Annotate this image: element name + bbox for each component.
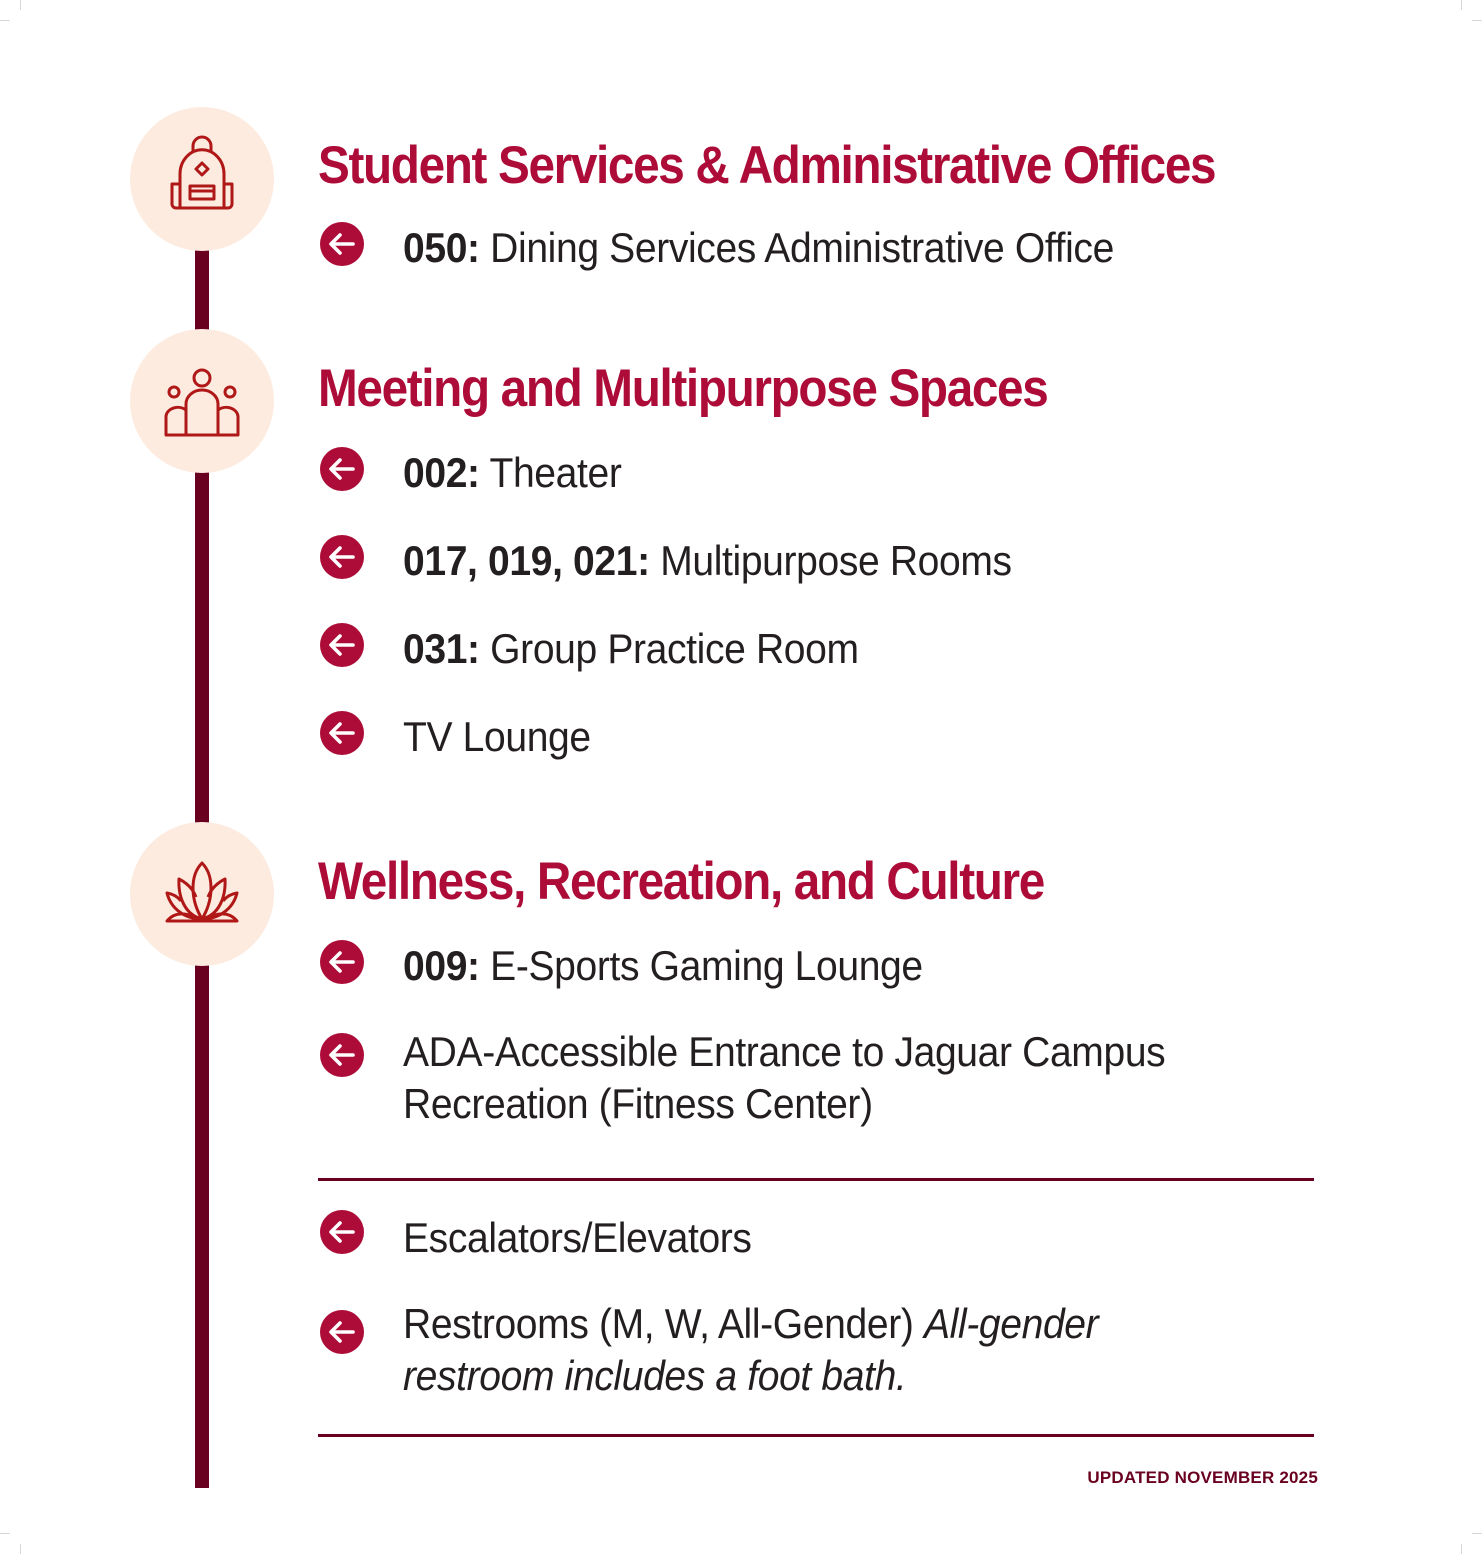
list-item-text — [403, 940, 1268, 992]
room-name: Theater — [479, 449, 622, 496]
list-item-text — [403, 222, 1268, 274]
arrow-left-icon — [320, 711, 364, 755]
crop-mark — [1472, 20, 1482, 21]
arrow-left-icon — [320, 1210, 364, 1254]
timeline-bar — [195, 964, 209, 1488]
room-name: ADA-Accessible Entrance to Jaguar Campus Recreation (Fitness Center) — [403, 1028, 1166, 1127]
room-name: Dining Services Administrative Office — [479, 224, 1114, 271]
arrow-left-icon — [320, 222, 364, 266]
crop-mark — [20, 1544, 21, 1554]
room-name: TV Lounge — [403, 713, 591, 760]
amenity-name: Restrooms (M, W, All-Gender) — [403, 1300, 924, 1347]
section-divider — [318, 1434, 1314, 1437]
list-item-text — [403, 447, 1268, 499]
timeline-bar — [195, 472, 209, 824]
list-item-text — [403, 623, 1268, 675]
arrow-left-icon — [320, 623, 364, 667]
updated-date: UPDATED NOVEMBER 2025 — [1087, 1468, 1318, 1487]
arrow-left-icon — [320, 447, 364, 491]
room-code: 050: — [403, 224, 480, 271]
list-item-text — [403, 535, 1268, 587]
list-item-text — [403, 1212, 1268, 1264]
room-name: Multipurpose Rooms — [649, 537, 1012, 584]
room-code: 002: — [403, 449, 480, 496]
crop-mark — [1461, 1544, 1462, 1554]
crop-mark — [0, 1533, 10, 1534]
section-divider — [318, 1178, 1314, 1181]
room-code: 009: — [403, 942, 480, 989]
section-icon-circle — [130, 822, 274, 966]
crop-mark — [20, 0, 21, 10]
lotus-icon — [157, 849, 247, 939]
room-name: Group Practice Room — [479, 625, 859, 672]
crop-mark — [1472, 1533, 1482, 1534]
room-code: 031: — [403, 625, 480, 672]
people-group-icon — [157, 356, 247, 446]
section-heading: Meeting and Multipurpose Spaces — [318, 359, 1048, 418]
amenity-note: All-gender restroom includes a foot bath. — [403, 1300, 1099, 1399]
arrow-left-icon — [320, 1310, 364, 1354]
timeline-bar — [195, 250, 209, 330]
room-name: E-Sports Gaming Lounge — [479, 942, 923, 989]
section-icon-circle — [130, 329, 274, 473]
amenity-name: Escalators/Elevators — [403, 1214, 752, 1261]
arrow-left-icon — [320, 535, 364, 579]
backpack-icon — [157, 134, 247, 224]
list-item-text — [403, 711, 1268, 763]
arrow-left-icon — [320, 1033, 364, 1077]
section-heading: Student Services & Administrative Offices — [318, 136, 1216, 195]
list-item-text — [403, 1298, 1147, 1402]
crop-mark — [0, 20, 10, 21]
section-icon-circle — [130, 107, 274, 251]
arrow-left-icon — [320, 940, 364, 984]
section-heading: Wellness, Recreation, and Culture — [318, 852, 1044, 911]
room-code: 017, 019, 021: — [403, 537, 650, 584]
crop-mark — [1461, 0, 1462, 10]
list-item-text — [403, 1026, 1194, 1130]
